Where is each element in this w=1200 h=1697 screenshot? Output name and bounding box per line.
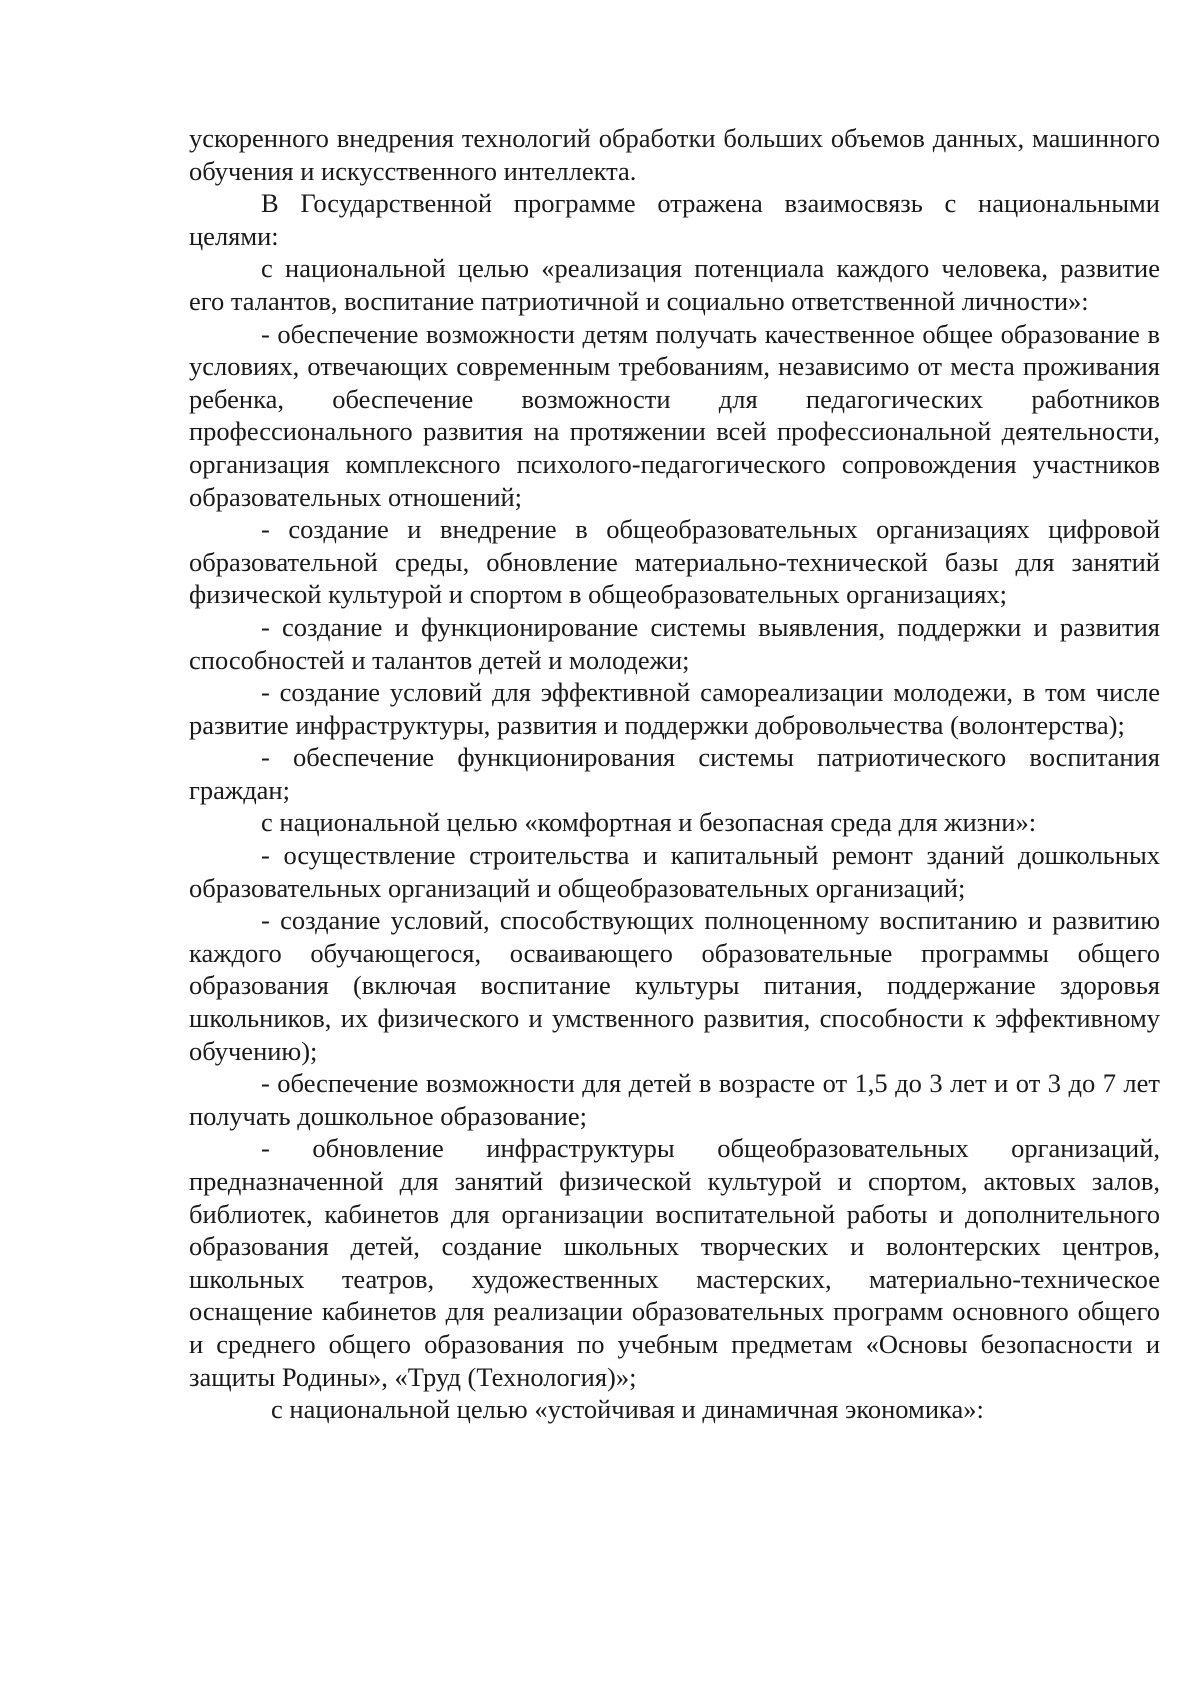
paragraph-goal-1: с национальной целью «реализация потенциала каждого человека, развитие его талантов, воспитание патриотичной и социально ответственной личности»: [189, 253, 1160, 316]
list-item: - создание и функционирование системы выявления, поддержки и развития способностей и талантов детей и молодежи; [189, 611, 1160, 675]
paragraph-goal-3: с национальной целью «устойчивая и динамичная экономика»: [271, 1394, 984, 1425]
list-item: - создание условий, способствующих полноценному воспитанию и развитию каждого обучающегося, осваивающего образовательные программы общего образования (включая воспитание культуры питания, поддержание здоровья школьников, их физического и умственного развития, способности к эффективному обучению); [189, 905, 1160, 1066]
list-item: - создание условий для эффективной самореализации молодежи, в том числе развитие инфраструктуры, развития и поддержки добровольчества (волонтерства); [189, 677, 1160, 740]
list-item: - обеспечение возможности для детей в возрасте от 1,5 до 3 лет и от 3 до 7 лет получать дошкольное образование; [189, 1068, 1160, 1131]
paragraph-continuation: ускоренного внедрения технологий обработки больших объемов данных, машинного обучения и искусственного интеллекта. [189, 123, 1160, 186]
list-item: - обеспечение возможности детям получать качественное общее образование в условиях, отвечающих современным требованиям, независимо от места проживания ребенка, обеспечение возможности для педагогических работников профессионального развития на протяжении всей профессиональной деятельности, организация комплексного психолого-педагогического сопровождения участников образовательных отношений; [189, 318, 1160, 512]
list-item: - обновление инфраструктуры общеобразовательных организаций, предназначенной для занятий физической культурой и спортом, актовых залов, библиотек, кабинетов для организации воспитательной работы и дополнительного образования детей, создание школьных творческих и волонтерских центров, школьных театров, художественных мастерских, материально-техническое оснащение кабинетов для реализации образовательных программ основного общего и среднего общего образования по учебным предметам «Основы безопасности и защиты Родины», «Труд (Технология)»; [189, 1133, 1160, 1392]
document-body [189, 122, 1160, 1426]
list-item: - осуществление строительства и капитальный ремонт зданий дошкольных образовательных организаций и общеобразовательных организаций; [189, 840, 1160, 903]
paragraph-intro: В Государственной программе отражена взаимосвязь с национальными целями: [189, 188, 1160, 251]
paragraph-goal-2: с национальной целью «комфортная и безопасная среда для жизни»: [261, 807, 1037, 838]
list-item: - создание и внедрение в общеобразовательных организациях цифровой образовательной среды, обновление материально-технической базы для занятий физической культурой и спортом в общеобразовательных организациях; [189, 514, 1160, 610]
list-item: - обеспечение функционирования системы патриотического воспитания граждан; [189, 742, 1160, 805]
